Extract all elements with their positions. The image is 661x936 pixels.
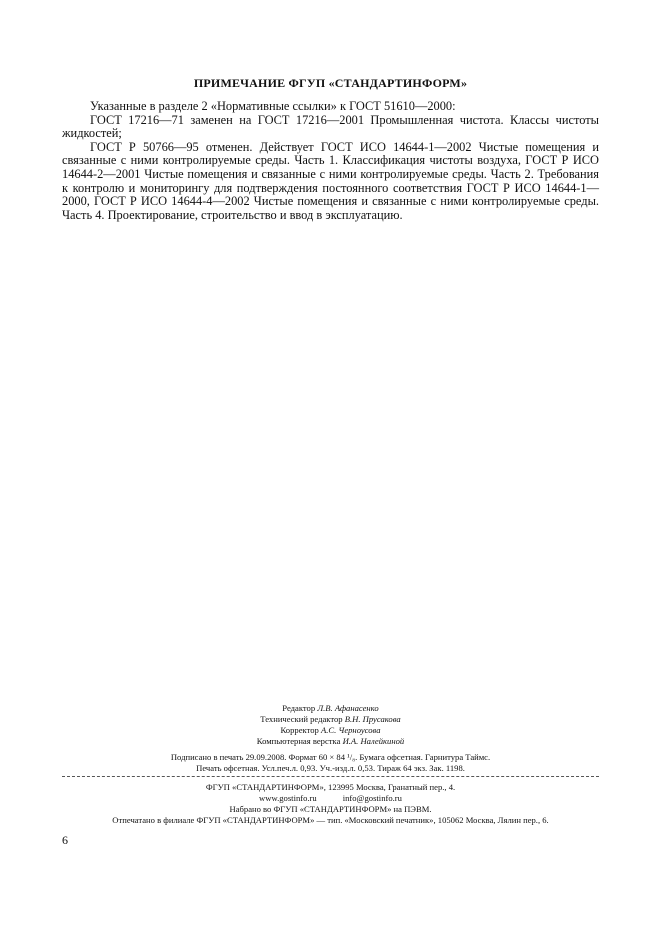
credits-block (0, 703, 661, 747)
website-link[interactable]: www.gostinfo.ru (259, 793, 317, 803)
email-link[interactable]: info@gostinfo.ru (342, 793, 402, 803)
printer-contacts (0, 793, 661, 804)
credit-person: Л.В. Афанасенко (317, 703, 379, 713)
credit-person: И.А. Налейкиной (342, 736, 405, 746)
credit-proofreader (0, 725, 661, 736)
printer-info (0, 782, 661, 826)
credit-person: В.Н. Прусакова (344, 714, 401, 724)
printer-printed: Отпечатано в филиале ФГУП «СТАНДАРТИНФОРМ» — тип. «Московский печатник», 105062 Москва, Лялин пер., 6. (112, 815, 549, 825)
note-body (62, 100, 599, 222)
divider (62, 776, 599, 777)
credit-role: Редактор (282, 703, 316, 713)
note-paragraph: Указанные в разделе 2 «Нормативные ссылки» к ГОСТ 51610—2000: (90, 99, 456, 113)
note-paragraph: ГОСТ 17216—71 заменен на ГОСТ 17216—2001 Промышленная чистота. Классы чистоты жидкостей; (62, 112, 599, 141)
credit-role: Компьютерная верстка (256, 736, 341, 746)
page-title: ПРИМЕЧАНИЕ ФГУП «СТАНДАРТИНФОРМ» (193, 76, 468, 90)
publication-info (0, 752, 661, 774)
note-paragraph: ГОСТ Р 50766—95 отменен. Действует ГОСТ ИСО 14644-1—2002 Чистые помещения и связанные с ними контролируемые среды. Часть 1. Классификация чистоты воздуха, ГОСТ Р ИСО 14644-2—2001 Чистые помещения и связанные с ними контролируемые среды. Часть 2. Требования к контролю и мониторингу для подтверждения постоянного соответствия ГОСТ Р ИСО 14644-1—2000, ГОСТ Р ИСО 14644-4—2002 Чистые помещения и связанные с ними контролируемые среды. Часть 4. Проектирование, строительство и ввод в эксплуатацию. (62, 139, 599, 222)
credit-role: Технический редактор (260, 714, 343, 724)
printer-address: ФГУП «СТАНДАРТИНФОРМ», 123995 Москва, Гранатный пер., 4. (205, 782, 456, 792)
credit-editor (0, 703, 661, 714)
pubinfo-line: Печать офсетная. Усл.печ.л. 0,93. Уч.-изд.л. 0,53. Тираж 64 экз. Зак. 1198. (196, 763, 465, 773)
pubinfo-line: Подписано в печать 29.09.2008. Формат 60 × 84 ¹/₈. Бумага офсетная. Гарнитура Таймс. (170, 752, 491, 762)
page-number: 6 (62, 833, 68, 847)
credit-tech-editor (0, 714, 661, 725)
printer-typeset: Набрано во ФГУП «СТАНДАРТИНФОРМ» на ПЭВМ. (229, 804, 432, 814)
credit-person: А.С. Черноусова (320, 725, 381, 735)
credit-layout (0, 736, 661, 747)
credit-role: Корректор (280, 725, 319, 735)
